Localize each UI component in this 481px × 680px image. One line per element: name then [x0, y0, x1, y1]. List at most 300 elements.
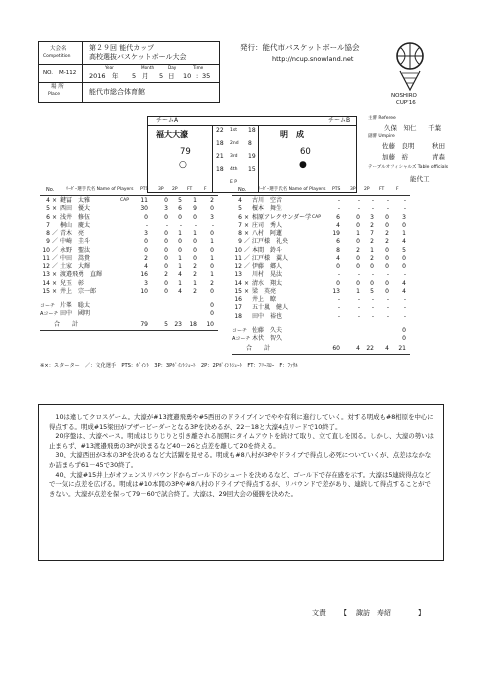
coach-name: 田中 國明	[60, 310, 91, 318]
stat-p2: 1	[178, 254, 182, 262]
period-score-a: 18	[216, 140, 224, 147]
stat-f: 0	[402, 221, 406, 229]
stat-ft: 0	[385, 254, 389, 262]
stat-f: 0	[210, 230, 214, 237]
total-label: 合 計	[246, 345, 271, 353]
player-name: 青木 亮	[60, 230, 85, 237]
game-minute: 35	[202, 72, 211, 80]
player-number: 14	[42, 279, 50, 287]
year-label: Year	[105, 65, 114, 70]
stat-pts: 6	[336, 213, 340, 221]
stat-pts: -	[337, 205, 340, 213]
place-label: 場 所	[51, 84, 64, 90]
writer-name: 諏訪 寿紹	[356, 609, 391, 617]
stat-p2: 6	[178, 205, 182, 213]
col-pts: PTS	[332, 187, 341, 192]
player-name: 土家 大輝	[60, 263, 91, 270]
team-a-roster	[40, 197, 218, 337]
year-unit: 年	[112, 72, 119, 80]
period-scores	[214, 126, 258, 192]
player-number: 11	[234, 254, 242, 262]
starter-mark: ×	[52, 271, 58, 279]
player-number: 12	[234, 263, 242, 270]
total-p2: 22	[366, 345, 374, 353]
month-label: Month	[141, 65, 155, 70]
stat-f: -	[403, 205, 406, 213]
player-number: 7	[238, 221, 242, 229]
stat-pts: 0	[336, 263, 340, 270]
coach-role: コーチ	[40, 303, 56, 309]
stat-p2: 3	[370, 213, 374, 221]
coach-fouls: 0	[210, 302, 214, 309]
stat-pts: 0	[144, 213, 148, 221]
stat-p2: 4	[178, 271, 182, 279]
stat-p3: 0	[164, 254, 168, 262]
player-number: 6	[46, 213, 50, 221]
stat-ft: 2	[193, 271, 197, 279]
player-number: 10	[42, 246, 50, 254]
player-row	[232, 230, 410, 238]
player-name: 渡邉飛勇 直輝	[60, 271, 103, 279]
game-no-label: NO.	[43, 70, 53, 76]
stat-p2: 2	[370, 254, 374, 262]
stat-f: 2	[210, 279, 214, 287]
stat-p2: -	[371, 197, 374, 204]
stat-pts: -	[337, 304, 340, 312]
score-box-divider	[258, 125, 259, 192]
player-row	[232, 255, 410, 263]
stat-p2: 2	[370, 221, 374, 229]
stat-p3: 0	[164, 287, 168, 295]
referee-pref: 千葉	[428, 124, 441, 132]
starter-mark: ×	[52, 287, 58, 295]
team-total-row	[232, 345, 410, 353]
starter-mark: ／	[244, 254, 251, 262]
stat-pts: 13	[332, 287, 340, 295]
coach-row	[232, 327, 410, 335]
player-name: 永野 聖汰	[60, 246, 91, 254]
player-number: 4	[46, 197, 50, 204]
player-name: 田中 裕也	[252, 312, 283, 320]
stat-ft: -	[386, 312, 389, 320]
col-3p: 3P	[350, 187, 356, 192]
day-label: Day	[168, 65, 177, 70]
publisher-url: http://ncup.snowland.net	[272, 55, 354, 63]
stat-f: 1	[210, 238, 214, 246]
starter-mark: ×	[52, 213, 58, 221]
stat-ft: 0	[193, 254, 197, 262]
stat-f: 4	[402, 287, 406, 295]
stat-p2: 1	[370, 246, 374, 254]
player-name: 川村 晃汰	[252, 271, 283, 279]
period-score-a: 21	[216, 153, 224, 160]
player-name: 江戸様 翼人	[252, 254, 289, 262]
stat-pts: 10	[140, 287, 148, 295]
player-name: 榎本 舞生	[252, 205, 283, 213]
player-row	[232, 280, 410, 288]
player-row	[40, 271, 218, 279]
umpire-1-name: 佐藤 良明	[382, 142, 415, 150]
stat-f: 0	[402, 254, 406, 262]
stat-p2: 1	[178, 263, 182, 270]
team-b-roster	[232, 197, 410, 362]
table-officials-label: テーブルオフィシャルズ Table officials	[368, 165, 449, 170]
player-number: 8	[46, 230, 50, 237]
stat-p3: -	[357, 304, 360, 312]
total-rule	[232, 354, 410, 355]
player-row	[40, 280, 218, 288]
stat-p3: -	[357, 205, 360, 213]
player-row	[40, 214, 218, 222]
stat-ft: 0	[193, 246, 197, 254]
player-row	[232, 263, 410, 271]
player-row	[40, 230, 218, 238]
coach-role: Aコーチ	[232, 336, 251, 342]
col-ft: FT	[187, 187, 193, 192]
player-row	[232, 222, 410, 230]
stat-p3: 0	[356, 254, 360, 262]
stat-f: 5	[402, 246, 406, 254]
total-p3: 4	[356, 345, 360, 353]
col-no: No.	[46, 187, 55, 193]
player-name: 八村 阿蓮	[252, 230, 283, 237]
stat-ft: 0	[385, 221, 389, 229]
stat-p2: -	[371, 312, 374, 320]
stat-p2: 7	[370, 230, 374, 237]
stat-p2: 0	[370, 263, 374, 270]
starter-mark: ／	[244, 238, 251, 246]
competition-label-en: Competition	[43, 54, 71, 59]
starter-mark: ／	[244, 246, 251, 254]
stat-f: 0	[402, 263, 406, 270]
score-box	[147, 116, 357, 193]
starter-mark: ×	[244, 279, 250, 287]
player-row	[40, 222, 218, 230]
player-row	[40, 197, 218, 205]
stat-p3: 0	[164, 213, 168, 221]
stat-ft: 0	[385, 279, 389, 287]
starter-mark: ×	[52, 197, 58, 204]
player-number: 4	[238, 197, 242, 204]
period-label: 1st	[230, 128, 237, 133]
player-name: 井上 瞭	[252, 296, 277, 303]
player-number: 9	[238, 238, 242, 246]
info-box-rule	[39, 64, 219, 65]
stat-f: -	[403, 304, 406, 312]
player-row	[40, 263, 218, 271]
stat-f: 1	[210, 254, 214, 262]
player-number: 8	[238, 230, 242, 237]
stat-ft: 0	[193, 213, 197, 221]
player-number: 11	[42, 254, 50, 262]
logo-text-1: NOSHIRO	[391, 93, 417, 99]
period-label: 2nd	[230, 141, 239, 146]
team-b-name: 明 成	[280, 130, 304, 139]
stat-p3: 0	[356, 279, 360, 287]
stat-pts: 2	[144, 254, 148, 262]
stat-pts: 4	[336, 221, 340, 229]
col-name: ﾘｰﾀﾞｰ選手氏名 Name of Players	[258, 187, 326, 192]
stat-p3: 0	[164, 263, 168, 270]
player-number: 9	[46, 238, 50, 246]
stat-ft: -	[194, 221, 197, 229]
stat-p3: 0	[356, 213, 360, 221]
total-pts: 60	[332, 345, 340, 353]
player-row	[232, 214, 410, 222]
total-f: 21	[398, 345, 406, 353]
publisher: 発行：能代市バスケットボール協会	[240, 43, 360, 52]
writer-label: 文責	[312, 609, 326, 617]
stat-f: 0	[210, 287, 214, 295]
player-number: 12	[42, 263, 50, 270]
player-name: 古川 空音	[252, 197, 283, 204]
player-name: 五十嵐 健人	[252, 304, 289, 312]
game-commentary-box	[38, 404, 444, 561]
col-2p: 2P	[364, 187, 370, 192]
time-label: Time	[193, 65, 204, 70]
coach-name: 片峯 聡太	[60, 302, 91, 309]
player-row	[232, 296, 410, 304]
team-a-name: 福大大濠	[156, 130, 188, 139]
stat-p3: 2	[164, 271, 168, 279]
time-colon: :	[196, 72, 199, 80]
stat-f: 0	[210, 263, 214, 270]
day-unit: 日	[168, 72, 175, 80]
coach-row	[232, 335, 410, 343]
player-name: 井上 宗一郎	[60, 287, 97, 295]
player-name: 本間 鈴斗	[252, 246, 283, 254]
stat-pts: -	[145, 221, 148, 229]
period-score-a: 22	[216, 127, 224, 134]
player-row	[232, 304, 410, 312]
stat-f: -	[211, 221, 214, 229]
legend: ※×：スターター ／：文化選手 PTS：ﾎﾟｲﾝﾄ 3P：3Pﾎﾟｲﾝﾄｼｭｰﾄ 2P：2Pﾎﾟｲﾝﾄｼｭｰﾄ FT：ﾌﾘｰｽﾛｰ F：ﾌｧｳﾙ	[40, 363, 298, 369]
player-name: 桐山 慶太	[60, 221, 91, 229]
umpire-2-pref: 青森	[432, 153, 445, 161]
stat-pts: 0	[336, 279, 340, 287]
logo-text-2: CUP'16	[396, 100, 416, 106]
stat-pts: 11	[140, 197, 148, 204]
starter-mark: ×	[244, 213, 250, 221]
game-year: 2016	[89, 72, 106, 80]
competition-title-1: 第２９回 能代カップ	[89, 44, 155, 52]
team-b-total: 60	[300, 147, 311, 157]
score-box-divider	[212, 125, 213, 192]
col-no: No.	[238, 187, 247, 193]
stat-p3: 3	[164, 205, 168, 213]
period-score-b: 8	[248, 140, 252, 147]
player-number: 13	[42, 271, 50, 279]
player-number: 15	[234, 287, 242, 295]
player-name: 江戸様 礼央	[252, 238, 289, 246]
stat-p2: 4	[178, 287, 182, 295]
stat-f: -	[403, 296, 406, 303]
player-number: 10	[234, 246, 242, 254]
stat-pts: 4	[144, 263, 148, 270]
stat-ft: -	[386, 304, 389, 312]
stat-f: 3	[210, 213, 214, 221]
period-score-b: 18	[248, 127, 256, 134]
starter-mark: ×	[52, 205, 58, 213]
stat-p2: -	[179, 221, 182, 229]
total-p2: 23	[174, 320, 182, 328]
stat-ft: 0	[385, 213, 389, 221]
total-f: 10	[206, 320, 214, 328]
stat-p3: 0	[164, 230, 168, 237]
stat-p2: -	[371, 296, 374, 303]
starter-mark: ／	[52, 230, 59, 237]
coach-row	[40, 302, 218, 310]
stat-p3: -	[357, 271, 360, 279]
stat-p3: 0	[356, 263, 360, 270]
starter-mark: ／	[244, 263, 251, 270]
stat-pts: 8	[336, 246, 340, 254]
player-number: 7	[46, 221, 50, 229]
player-row	[40, 205, 218, 213]
competition-title-2: 高校選抜バスケットボール大会	[89, 53, 187, 61]
coach-name: 佐藤 久夫	[252, 326, 283, 334]
stat-f: 4	[402, 238, 406, 246]
period-score-b: 15	[248, 166, 256, 173]
stat-ft: 0	[385, 263, 389, 270]
starter-mark: ／	[52, 246, 59, 254]
stat-p3: 1	[356, 287, 360, 295]
player-name: 相原アレクサンダー学	[252, 213, 312, 221]
month-unit: 月	[142, 72, 149, 80]
player-row	[40, 288, 218, 296]
player-number: 13	[234, 271, 242, 279]
stat-p3: -	[357, 312, 360, 320]
referee-label: 主審 Referee	[368, 116, 396, 121]
coach-row	[40, 310, 218, 318]
stat-p2: 2	[370, 238, 374, 246]
game-no: M-112	[59, 70, 77, 76]
player-name: 清水 翔太	[252, 279, 283, 287]
stat-p2: 5	[178, 197, 182, 204]
info-box-rule	[39, 82, 219, 83]
player-row	[232, 271, 410, 279]
team-total-row	[40, 321, 218, 329]
player-row	[232, 205, 410, 213]
coach-fouls: 0	[402, 335, 406, 342]
stat-f: -	[403, 197, 406, 204]
col-f: F	[204, 187, 207, 192]
stat-p2: -	[371, 304, 374, 312]
competition-label: 大会名	[50, 46, 67, 52]
stat-ft: -	[386, 205, 389, 213]
stat-pts: 30	[140, 205, 148, 213]
stat-p3: 1	[356, 230, 360, 237]
stat-ft: 9	[193, 205, 197, 213]
stat-f: -	[403, 312, 406, 320]
stat-ft: -	[386, 271, 389, 279]
stat-pts: -	[337, 312, 340, 320]
period-score-b: 19	[248, 153, 256, 160]
stat-pts: -	[337, 197, 340, 204]
stat-f: 2	[210, 197, 214, 204]
writer-close-bracket: 】	[418, 609, 425, 617]
player-name: 鍵冨 太雅	[60, 197, 91, 204]
stat-ft: 2	[385, 238, 389, 246]
umpire-1-pref: 秋田	[432, 142, 445, 150]
stat-ft: -	[386, 296, 389, 303]
writer-open-bracket: 【	[340, 609, 347, 617]
umpire-label: 副審 Umpire	[368, 134, 395, 139]
stat-f: 1	[402, 230, 406, 237]
referee-name: 久保 知仁	[384, 124, 417, 132]
stat-f: 0	[210, 205, 214, 213]
noshiro-cup-logo	[388, 38, 432, 110]
umpire-2-name: 加藤 裕	[382, 153, 408, 161]
place: 能代市総合体育館	[89, 88, 145, 96]
col-name: ﾘｰﾀﾞｰ選手氏名 Name of Players	[66, 187, 134, 192]
player-name: 庄司 秀人	[252, 221, 283, 229]
stat-p2: 0	[178, 213, 182, 221]
competition-info-box	[38, 41, 220, 103]
stat-pts: 3	[144, 279, 148, 287]
captain-mark: CAP	[312, 214, 321, 220]
player-name: 兒玉 彰	[60, 279, 85, 287]
stat-ft: 2	[193, 287, 197, 295]
stat-ft: 0	[193, 238, 197, 246]
stat-f: 1	[210, 271, 214, 279]
stat-ft: 2	[193, 263, 197, 270]
period-label: 3rd	[230, 154, 238, 159]
stat-ft: -	[386, 197, 389, 204]
starter-mark: ／	[52, 238, 59, 246]
stat-p3: 2	[356, 246, 360, 254]
col-2p: 2P	[172, 187, 178, 192]
captain-mark: CAP	[120, 198, 129, 203]
player-row	[40, 247, 218, 255]
starter-mark: ×	[52, 279, 58, 287]
game-hour: 10	[183, 72, 192, 80]
stat-p2: 1	[178, 279, 182, 287]
player-row	[232, 313, 410, 321]
team-a-header-rule	[40, 195, 218, 196]
total-label: 合 計	[54, 320, 79, 328]
player-row	[232, 238, 410, 246]
stat-ft: 2	[385, 230, 389, 237]
info-box-divider	[82, 42, 83, 102]
stat-pts: 16	[140, 271, 148, 279]
total-p3: 5	[164, 320, 168, 328]
stat-p3: 0	[356, 238, 360, 246]
total-rule	[40, 330, 218, 331]
team-a-total: 79	[180, 147, 191, 157]
stat-p2: 1	[178, 230, 182, 237]
starter-mark: ／	[52, 263, 59, 270]
stat-pts: 6	[336, 238, 340, 246]
player-number: 15	[42, 287, 50, 295]
col-pts: PTS	[140, 187, 149, 192]
stat-pts: -	[337, 296, 340, 303]
loser-mark: ●	[299, 160, 307, 170]
coach-role: Aコーチ	[40, 311, 59, 318]
stat-p2: 0	[370, 279, 374, 287]
player-row	[232, 247, 410, 255]
coach-role: コーチ	[232, 327, 248, 334]
starter-mark: ×	[244, 221, 250, 229]
player-name: 中崎 圭斗	[60, 238, 91, 246]
stat-p2: 0	[178, 238, 182, 246]
stat-p3: 0	[164, 246, 168, 254]
col-f: F	[396, 187, 399, 192]
player-name: 浅井 修伍	[60, 213, 91, 221]
stat-p3: -	[357, 296, 360, 303]
player-name: 中田 嵩貴	[60, 254, 91, 262]
stat-p3: 0	[356, 221, 360, 229]
